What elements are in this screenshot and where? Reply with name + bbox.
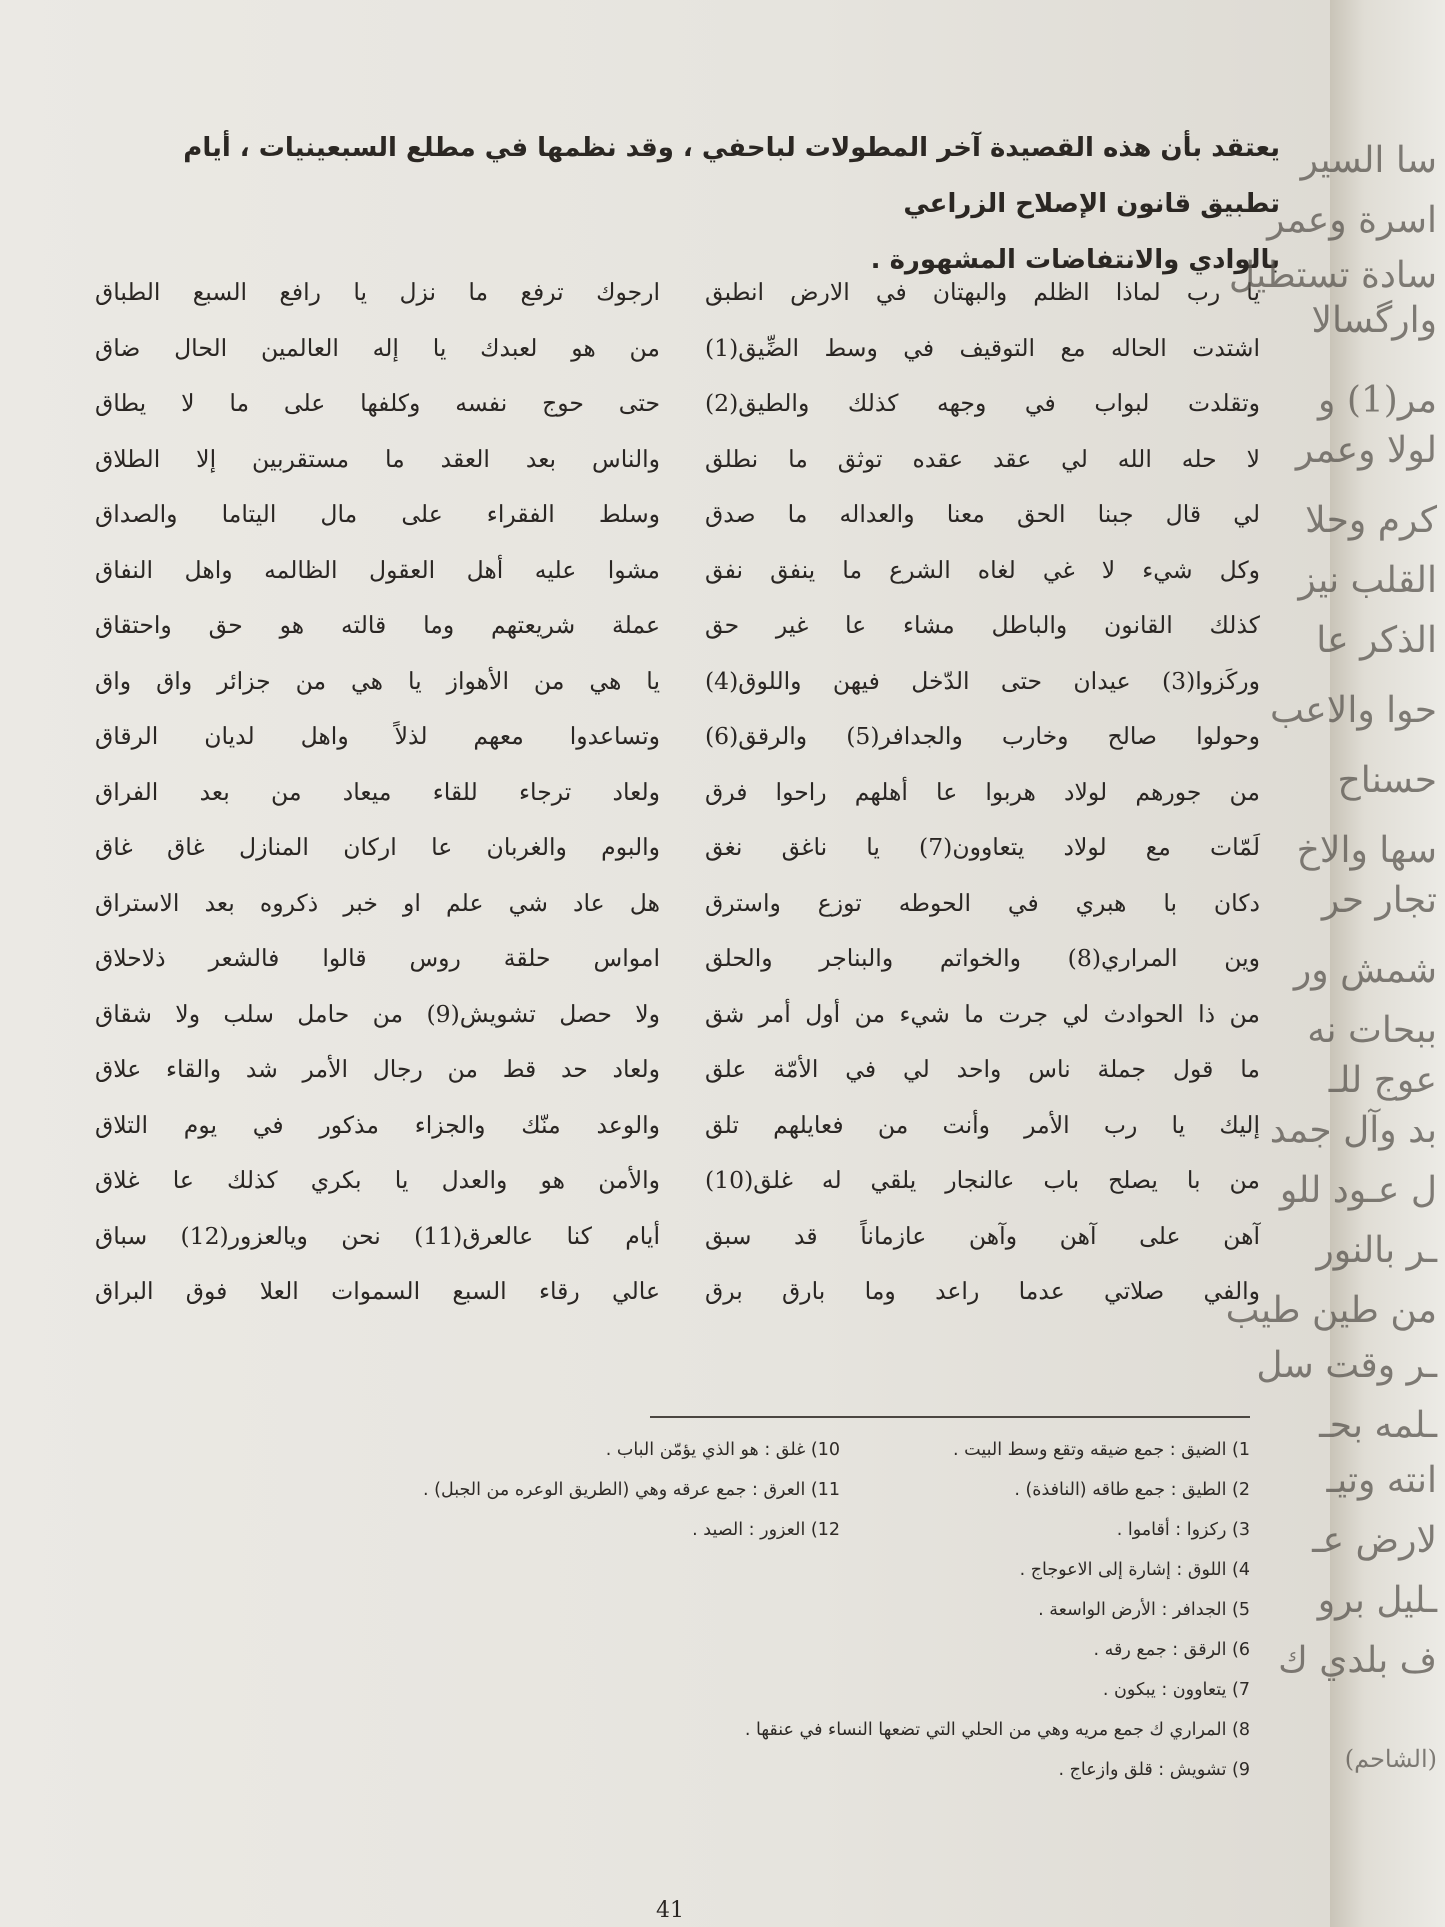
verse-line: عالي رقاء السبع السموات العلا فوق البراق [95,1277,660,1305]
page-number: 41 [656,1898,684,1923]
footnote: 11) العرق : جمع عرقه وهي (الطريق الوعره من الجبل) . [423,1480,840,1500]
edge-fragment: (الشاحم) [1344,1745,1437,1773]
edge-fragment: ـلمه بحـ [1319,1405,1437,1446]
verse-line: يا هي من الأهواز يا هي من جزائر واق واق [95,666,660,695]
verse-line: هل عاد شي علم او خبر ذكروه بعد الاستراق [95,888,660,917]
footnote: 1) الضيق : جمع ضيقه وتقع وسط البيت . [953,1440,1250,1460]
verse-line: وتساعدوا معهم لذلاً واهل لديان الرقاق [95,722,660,750]
verse-line: ولعاد ترجاء للقاء ميعاد من بعد الفراق [95,777,660,806]
verse-line: كذلك القانون والباطل مشاء عا غير حق [705,611,1260,639]
footnote: 4) اللوق : إشارة إلى الاعوجاج . [1019,1560,1250,1580]
edge-fragment: انته وتيـ [1326,1460,1437,1501]
verse-line: من با يصلح باب عالنجار يلقي له غلق(10) [705,1166,1260,1194]
intro-line: يعتقد بأن هذه القصيدة آخر المطولات لباحفي ، وقد نظمها في مطلع السبعينيات ، أيام تطبيق قانون الإصلاح الزراعي [183,133,1280,219]
edge-fragment: مر(1) و [1318,380,1437,421]
footnote: 9) تشويش : قلق وازعاج . [1058,1760,1250,1780]
poem-right-column [705,265,1260,1320]
edge-fragment: الذكر عا [1316,620,1437,661]
edge-fragment: وارگسالا [1311,300,1437,341]
edge-fragment: لارض عـ [1312,1520,1437,1561]
footnote: 12) العزور : الصيد . [692,1520,840,1540]
edge-fragment: كرم وحلا [1305,500,1437,541]
adjacent-page-edge [1225,0,1445,1927]
footnote: 2) الطيق : جمع طاقه (النافذة) . [1014,1480,1250,1500]
edge-fragment: ـليل برو [1317,1580,1437,1621]
edge-fragment: شمش ور [1293,950,1437,991]
footnote: 5) الجدافر : الأرض الواسعة . [1038,1600,1250,1620]
edge-fragment: ببحات نه [1307,1010,1437,1051]
edge-fragment: القلب نيز [1298,560,1437,601]
verse-line: وين المراري(8) والخواتم والبناجر والحلق [705,944,1260,972]
verse-line: والفي صلاتي عدما راعد وما بارق برق [705,1277,1260,1305]
edge-fragment: سادة تستطيل [1228,255,1437,296]
verse-line: لَمّات مع لولاد يتعاوون(7) يا ناغق نغق [705,833,1260,861]
edge-fragment: تجار حر [1321,880,1437,921]
intro-line: بالوادي والانتفاضات المشهورة . [870,245,1280,275]
verse-line: والوعد منّك والجزاء مذكور في يوم التلاق [95,1110,660,1139]
verse-line: وركَزوا(3) عيدان حتى الدّخل فيهن واللوق(4) [705,666,1260,695]
verse-line: وحولوا صالح وخارب والجدافر(5) والرقق(6) [705,722,1260,750]
edge-fragment: اسرة وعمر [1267,200,1437,241]
verse-line: وتقلدت لبواب في وجهه كذلك والطيق(2) [705,389,1260,417]
footnotes-left-column [400,1430,840,1550]
verse-line: والناس بعد العقد ما مستقربين إلا الطلاق [95,444,660,473]
edge-fragment: لولا وعمر [1295,430,1437,471]
verse-line: ولعاد حد قط من رجال الأمر شد والقاء علاق [95,1055,660,1083]
verse-line: من هو لعبدك يا إله العالمين الحال ضاق [95,333,660,362]
verse-line: عملة شريعتهم وما قالته هو حق واحتقاق [95,611,660,639]
edge-fragment: ـر بالنور [1316,1230,1437,1271]
verse-line: ارجوك ترفع ما نزل يا رافع السبع الطباق [95,278,660,306]
verse-line: إليك يا رب الأمر وأنت من فعايلهم تلق [705,1110,1260,1139]
verse-line: من ذا الحوادث لي جرت ما شيء من أول أمر شق [705,999,1260,1028]
verse-line: مشوا عليه أهل العقول الظالمه واهل النفاق [95,555,660,584]
edge-fragment: بد وآل جمد [1269,1110,1437,1151]
edge-fragment: عوج للـ [1328,1060,1437,1101]
verse-line: اشتدت الحاله مع التوقيف في وسط الضِّيق(1) [705,333,1260,362]
verse-line: أيام كنا عالعرق(11) نحن ويالعزور(12) سباق [95,1221,660,1250]
intro-paragraph [100,120,1280,288]
verse-line: لا حله الله لي عقد عقده توثق ما نطلق [705,444,1260,473]
verse-line: وكل شيء لا غي لغاه الشرع ما ينفق نفق [705,555,1260,584]
footnote: 8) المراري ك جمع مريه وهي من الحلي التي تضعها النساء في عنقها . [744,1720,1250,1740]
verse-line: والأمن هو والعدل يا بكري كذلك عا غلاق [95,1166,660,1194]
verse-line: ما قول جملة ناس واحد لي في الأمّة علق [705,1055,1260,1083]
verse-line: والبوم والغربان عا اركان المنازل غاق غاق [95,833,660,861]
poem-left-column [95,265,660,1320]
verse-line: من جورهم لولاد هربوا عا أهلهم راحوا فرق [705,777,1260,806]
footnote: 6) الرقق : جمع رقه . [1093,1640,1250,1660]
verse-line: يا رب لماذا الظلم والبهتان في الارض انطبق [705,278,1260,306]
verse-line: لي قال جبنا الحق معنا والعداله ما صدق [705,500,1260,528]
footnote: 7) يتعاوون : يبكون . [1102,1680,1250,1700]
edge-fragment: ـر وقت سل [1256,1345,1437,1386]
footnote: 10) غلق : هو الذي يؤمّن الباب . [605,1440,840,1460]
verse-line: امواس حلقة روس قالوا فالشعر ذلاحلاق [95,944,660,972]
edge-fragment: ل عـود للو [1279,1170,1437,1211]
edge-fragment: من طين طيب [1225,1290,1437,1331]
verse-line: ولا حصل تشويش(9) من حامل سلب ولا شقاق [95,999,660,1028]
footnote-divider [650,1416,1250,1418]
edge-fragment: سا السير [1300,140,1437,181]
edge-fragment: ف بلدي ك [1278,1640,1437,1681]
edge-fragment: حوا والاعب [1269,690,1437,731]
verse-line: دكان با هبري في الحوطه توزع واسترق [705,888,1260,917]
verse-line: وسلط الفقراء على مال اليتاما والصداق [95,500,660,528]
edge-fragment: سها والاخ [1296,830,1437,871]
edge-fragment: حسناح [1337,760,1437,801]
footnote: 3) ركزوا : أقاموا . [1116,1520,1250,1540]
verse-line: حتى حوج نفسه وكلفها على ما لا يطاق [95,389,660,417]
verse-line: آهن على آهن وآهن عازماناً قد سبق [705,1221,1260,1250]
